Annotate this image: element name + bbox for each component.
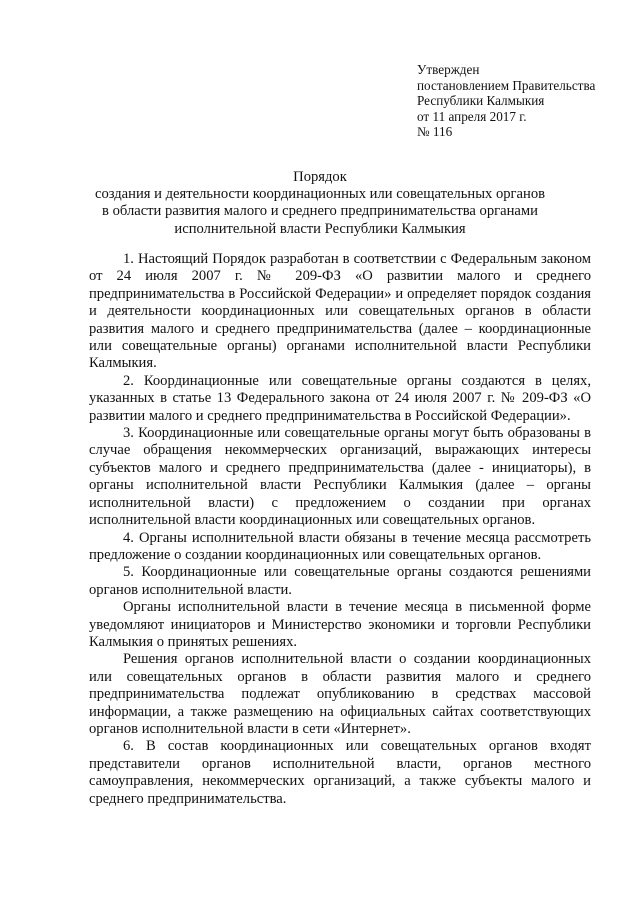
paragraph: 5. Координационные или совещательные органы создаются решениями органов исполнительной власти.	[89, 564, 591, 598]
paragraph: Органы исполнительной власти в течение месяца в письменной форме уведомляют инициаторов и Министерство экономики и торговли Республики Калмыкия о принятых решениях.	[89, 599, 591, 650]
approval-number: № 116	[417, 124, 453, 140]
title-line: Порядок	[293, 169, 347, 185]
paragraph: 4. Органы исполнительной власти обязаны в течение месяца рассмотреть предложение о создании координационных или совещательных органов.	[89, 529, 591, 563]
approval-line: Республики Калмыкия	[417, 93, 545, 109]
document-title	[60, 169, 580, 238]
paragraph: 1. Настоящий Порядок разработан в соответствии с Федеральным законом от 24 июля 2007 г. № 209-ФЗ «О развитии малого и среднего предпринимательства в Российской Федерации» и определяет порядок создания и деятельности координационных или совещательных органов в области развития малого и среднего предпринимательства (далее – координационные или совещательные органы) органами исполнительной власти Республики Калмыкия.	[89, 251, 591, 372]
document-body	[89, 251, 591, 808]
approval-stamp	[417, 62, 627, 140]
approval-line: Утвержден	[417, 62, 480, 77]
paragraph: 6. В состав координационных или совещательных органов входят представители органов исполнительной власти, органов местного самоуправления, некоммерческих организаций, а также субъекты малого и среднего предпринимательства.	[89, 738, 591, 807]
title-line: в области развития малого и среднего предпринимательства органами	[102, 203, 538, 220]
approval-line: постановлением Правительства	[417, 77, 596, 93]
paragraph: 3. Координационные или совещательные органы могут быть образованы в случае обращения некоммерческих организаций, выражающих интересы субъектов малого и среднего предпринимательства (далее - инициаторы), в органы исполнительной власти Республики Калмыкия (далее – органы исполнительной власти) с предложением о создании при органах исполнительной власти координационных или совещательных органов.	[89, 425, 591, 529]
paragraph: 2. Координационные или совещательные органы создаются в целях, указанных в статье 13 Федерального закона от 24 июля 2007 г. № 209-ФЗ «О развитии малого и среднего предпринимательства в Российской Федерации».	[89, 372, 591, 424]
title-line: создания и деятельности координационных или совещательных органов	[94, 186, 546, 203]
approval-date: от 11 апреля 2017 г.	[417, 108, 527, 124]
paragraph: Решения органов исполнительной власти о создании координационных или совещательных органов в области развития малого и среднего предпринимательства подлежат опубликованию в средствах массовой информации, а также размещению на официальных сайтах соответствующих органов исполнительной власти в сети «Интернет».	[89, 651, 591, 737]
title-line: исполнительной власти Республики Калмыкия	[174, 220, 466, 237]
